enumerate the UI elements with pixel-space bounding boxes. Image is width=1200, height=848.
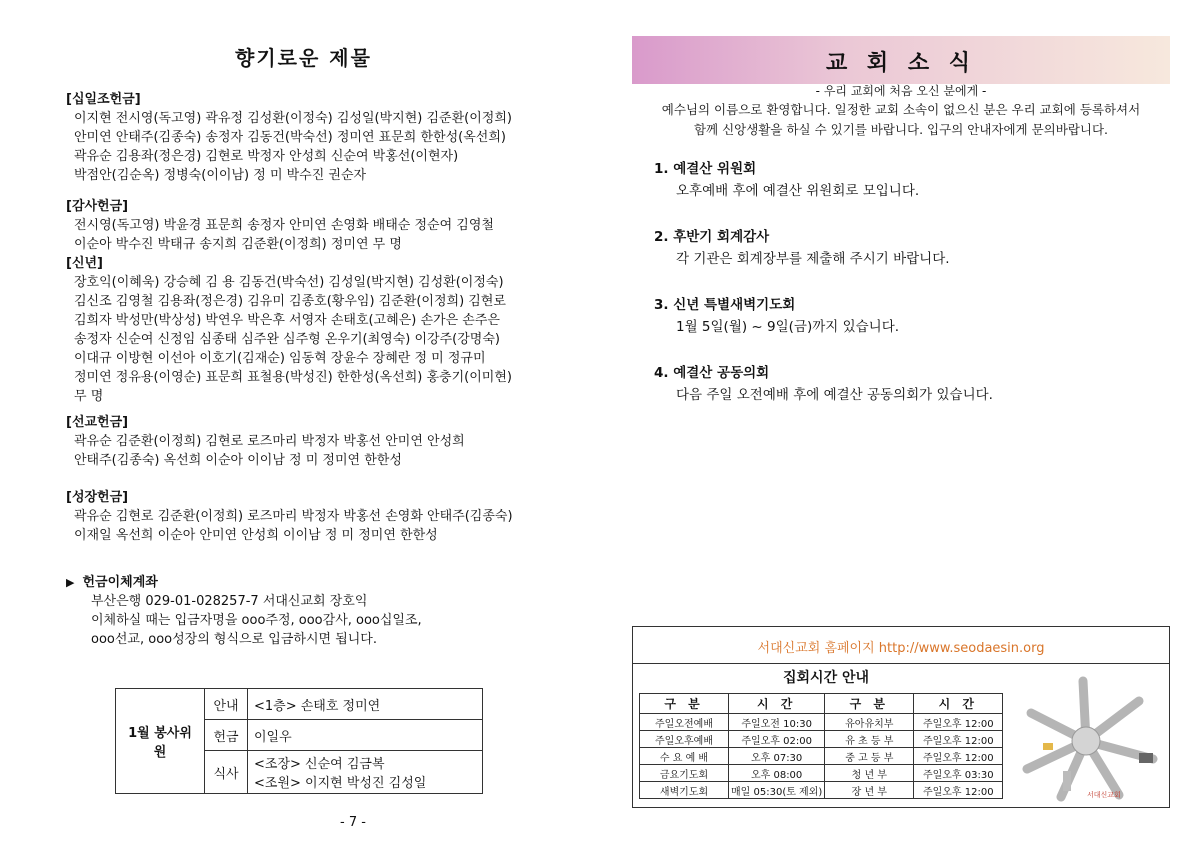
- section-heading: [감사헌금]: [66, 199, 129, 214]
- donor-line: 송정자 신순여 신정임 심종태 심주완 심주형 온우기(최영숙) 이강주(강명숙): [74, 332, 500, 347]
- schedule-cell: 주일오전 10:30: [729, 714, 825, 731]
- account-line: 이체하실 때는 입금자명을 ooo주정, ooo감사, ooo십일조,: [91, 613, 422, 628]
- schedule-cell: 오후 07:30: [729, 748, 825, 765]
- schedule-cell: 주일오후 03:30: [914, 765, 1003, 782]
- donor-line: 이재일 옥선희 이순아 안미연 안성희 이이남 정 미 정미연 한한성: [74, 528, 438, 543]
- welcome-line: 함께 신앙생활을 하실 수 있기를 바랍니다. 입구의 안내자에게 문의바랍니다.: [693, 122, 1109, 137]
- donor-line: 안태주(김종숙) 옥선희 이순아 이이남 정 미 정미연 한한성: [74, 453, 402, 468]
- table-row: [640, 714, 1003, 731]
- donor-line: 이대규 이방현 이선아 이호기(김재순) 임동혁 장윤수 장혜란 정 미 정규미: [74, 351, 486, 366]
- service-line: <조원> 이지현 박성진 김성일: [254, 776, 427, 791]
- triangle-right-icon: ▶: [66, 576, 75, 589]
- donor-line: 곽유순 김용좌(정은경) 김현로 박정자 안성희 신순여 박홍선(이현자): [74, 149, 459, 164]
- offering-section: [66, 413, 465, 470]
- welcome-line: 예수님의 이름으로 환영합니다. 일정한 교회 소속이 없으신 분은 우리 교회에 등록하셔서: [661, 102, 1141, 117]
- map-label: 서대신교회: [1087, 791, 1121, 799]
- donor-line: 정미연 정유용(이영순) 표문희 표철용(박성진) 한한성(옥선희) 홍충기(이미현): [74, 370, 512, 385]
- donor-line: 이지현 전시영(독고영) 곽유정 김성환(이정숙) 김성일(박지현) 김준환(이정희): [74, 111, 512, 126]
- schedule-header: 시 간: [914, 694, 1003, 714]
- account-heading: 헌금이체계좌: [82, 575, 158, 590]
- schedule-cell: 주일오후 12:00: [914, 782, 1003, 799]
- schedule-cell: 주일오후예배: [640, 731, 729, 748]
- schedule-header: 시 간: [729, 694, 825, 714]
- schedule-table: [639, 693, 1003, 799]
- news-item: [654, 158, 919, 202]
- banner-title: 교 회 소 식: [826, 51, 976, 76]
- schedule-cell: 주일오후 12:00: [914, 731, 1003, 748]
- news-body: 1월 5일(월) ~ 9일(금)까지 있습니다.: [676, 319, 900, 335]
- schedule-cell: 유아유치부: [825, 714, 914, 731]
- donor-line: 이순아 박수진 박태규 송지희 김준환(이정희) 정미연 무 명: [74, 237, 402, 252]
- account-line: ooo선교, ooo성장의 형식으로 입금하시면 됩니다.: [91, 632, 378, 647]
- donor-line: 전시영(독고영) 박윤경 표문희 송정자 안미연 손영화 배태순 정순여 김영철: [74, 218, 494, 233]
- schedule-cell: 주일오전예배: [640, 714, 729, 731]
- right-page: [632, 0, 1172, 848]
- news-body: 각 기관은 회계장부를 제출해 주시기 바랍니다.: [676, 251, 950, 267]
- schedule-cell: 유 초 등 부: [825, 731, 914, 748]
- news-title: 2. 후반기 회계감사: [654, 229, 770, 245]
- offering-section: [66, 90, 512, 185]
- news-body: 오후예배 후에 예결산 위원회로 모입니다.: [676, 183, 920, 199]
- section-heading: [선교헌금]: [66, 415, 129, 430]
- schedule-cell: 중 고 등 부: [825, 748, 914, 765]
- divider: [633, 663, 1169, 664]
- account-line: 부산은행 029-01-028257-7 서대신교회 장호익: [91, 594, 368, 609]
- offering-section: [66, 197, 494, 254]
- donor-line: 무 명: [74, 389, 104, 404]
- account-info: [66, 573, 422, 649]
- table-row: [640, 748, 1003, 765]
- schedule-cell: 금요기도회: [640, 765, 729, 782]
- service-category: 식사: [205, 751, 248, 794]
- table-row: [640, 782, 1003, 799]
- church-location-map: [1021, 673, 1161, 803]
- schedule-cell: 매일 05:30(토 제외): [729, 782, 825, 799]
- service-volunteer-table: [115, 688, 483, 794]
- table-row: [640, 731, 1003, 748]
- page-title: 향기로운 제물: [235, 46, 372, 70]
- service-category: 헌금: [205, 720, 248, 751]
- schedule-cell: 주일오후 02:00: [729, 731, 825, 748]
- schedule-cell: 주일오후 12:00: [914, 748, 1003, 765]
- offering-section: [66, 254, 512, 406]
- service-category: 안내: [205, 689, 248, 720]
- news-item: [654, 226, 950, 270]
- donor-line: 김신조 김영철 김용좌(정은경) 김유미 김종호(황우임) 김준환(이정희) 김현로: [74, 294, 506, 309]
- welcome-text: [646, 100, 1156, 140]
- service-value: 이일우: [248, 720, 483, 751]
- section-heading: [십일조헌금]: [66, 92, 141, 107]
- news-item: [654, 362, 993, 406]
- schedule-header: 구 분: [825, 694, 914, 714]
- schedule-cell: 주일오후 12:00: [914, 714, 1003, 731]
- offering-section: [66, 488, 513, 545]
- donor-line: 장호익(이혜욱) 강승혜 김 용 김동건(박숙선) 김성일(박지현) 김성환(이정숙): [74, 275, 504, 290]
- schedule-header: 구 분: [640, 694, 729, 714]
- schedule-cell: 오후 08:00: [729, 765, 825, 782]
- news-item: [654, 294, 899, 338]
- donor-line: 곽유순 김현로 김준환(이정희) 로즈마리 박정자 박홍선 손영화 안태주(김종숙): [74, 509, 513, 524]
- schedule-cell: 청 년 부: [825, 765, 914, 782]
- donor-line: 곽유순 김준환(이정희) 김현로 로즈마리 박정자 박홍선 안미연 안성희: [74, 434, 465, 449]
- section-heading: [신년]: [66, 256, 103, 271]
- page-number: - 7 -: [340, 815, 366, 830]
- news-body: 다음 주일 오전예배 후에 예결산 공동의회가 있습니다.: [676, 387, 993, 403]
- service-value: [248, 751, 483, 794]
- schedule-body: [640, 714, 1003, 799]
- donor-line: 박점안(김순옥) 정병숙(이이남) 정 미 박수진 권순자: [74, 168, 367, 183]
- service-value: <1층> 손태호 정미연: [248, 689, 483, 720]
- schedule-cell: 장 년 부: [825, 782, 914, 799]
- left-page: [60, 0, 580, 848]
- section-heading: [성장헌금]: [66, 490, 129, 505]
- news-banner: [632, 36, 1170, 84]
- donor-line: 안미연 안태주(김종숙) 송정자 김동건(박숙선) 정미연 표문희 한한성(옥선희): [74, 130, 506, 145]
- schedule-title: 집회시간 안내: [783, 670, 870, 686]
- welcome-heading: - 우리 교회에 처음 오신 분에게 -: [815, 84, 987, 98]
- service-table-heading: 1월 봉사위원: [116, 689, 205, 794]
- schedule-cell: 새벽기도회: [640, 782, 729, 799]
- table-row: [640, 765, 1003, 782]
- service-line: <조장> 신순여 김금복: [254, 757, 385, 772]
- news-title: 3. 신년 특별새벽기도회: [654, 297, 796, 313]
- homepage-link[interactable]: 서대신교회 홈페이지 http://www.seodaesin.org: [757, 641, 1045, 656]
- news-title: 1. 예결산 위원회: [654, 161, 757, 177]
- news-title: 4. 예결산 공동의회: [654, 365, 770, 381]
- donor-line: 김희자 박성만(박상성) 박연우 박은후 서영자 손태호(고혜은) 손가은 손주은: [74, 313, 500, 328]
- schedule-box: [632, 626, 1170, 808]
- schedule-cell: 수 요 예 배: [640, 748, 729, 765]
